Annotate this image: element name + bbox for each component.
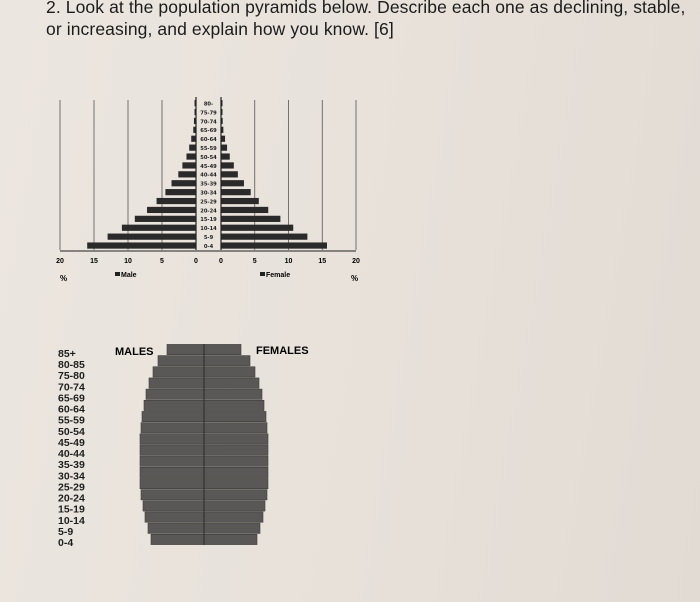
age-label-40-44: 40-44 (200, 172, 217, 179)
bar-female-20-24 (204, 490, 267, 500)
tick-right-5: 5 (252, 258, 257, 265)
pyramid-1-unit-left: % (60, 274, 68, 283)
bar-male-0-4 (151, 534, 204, 544)
age-label-25-29: 25-29 (200, 199, 217, 206)
bar-female-40-44 (221, 171, 238, 177)
bar-male-55-59 (142, 411, 204, 421)
tick-right-15: 15 (318, 258, 327, 265)
tick-left-5: 5 (160, 258, 164, 265)
age-label-10-14: 10-14 (58, 514, 85, 527)
age-label-10-14: 10-14 (200, 226, 217, 233)
bar-male-5-9 (108, 234, 196, 240)
bar-male-80-85 (158, 356, 204, 366)
age-label-45-49: 45-49 (58, 436, 85, 449)
legend-male-swatch (115, 272, 120, 276)
age-label-75-80: 75-80 (58, 370, 85, 383)
bar-male-75-80 (153, 367, 204, 377)
legend-male-label: Male (121, 272, 137, 279)
bar-female-40-44 (204, 445, 268, 455)
bar-female-30-34 (221, 189, 251, 195)
bar-female-10-14 (221, 225, 293, 231)
bar-female-25-29 (221, 198, 259, 204)
age-label-5-9: 5-9 (58, 525, 74, 538)
bar-male-45-49 (140, 434, 204, 444)
bar-female-75-80 (204, 367, 255, 377)
bar-female-0-4 (204, 534, 257, 544)
bar-male-20-24 (147, 207, 196, 213)
bar-female-20-24 (221, 207, 268, 213)
bar-female-65-69 (204, 389, 262, 399)
pyramid-2-age-labels (58, 348, 85, 549)
age-label-0-4: 0-4 (58, 537, 74, 549)
bar-male-15-19 (135, 216, 196, 222)
tick-right-20: 20 (352, 258, 360, 265)
bar-female-0-4 (221, 242, 327, 248)
age-label-50-54: 50-54 (200, 154, 217, 161)
bar-female-10-14 (204, 512, 263, 522)
age-label-20-24: 20-24 (58, 492, 85, 505)
bar-female-80-85 (204, 356, 250, 366)
age-label-25-29: 25-29 (58, 481, 85, 494)
bar-female-45-49 (221, 162, 234, 168)
question-text: 2. Look at the population pyramids below. Describe each one as declining, stable, or increasing, and explain how you know. [6] (46, 0, 686, 39)
bar-female-5-9 (221, 234, 307, 240)
bar-male-35-39 (172, 180, 196, 186)
bar-male-45-49 (182, 162, 196, 168)
bar-female-5-9 (204, 523, 260, 533)
age-label-55-59: 55-59 (58, 414, 85, 427)
age-label-85+: 85+ (58, 348, 76, 360)
bar-female-55-59 (221, 145, 227, 151)
age-label-35-39: 35-39 (200, 181, 217, 188)
age-label-80-85: 80-85 (58, 359, 85, 372)
pyramid-2-females-label: FEMALES (256, 345, 309, 357)
bar-female-85+ (204, 344, 241, 354)
bar-male-85+ (167, 344, 204, 354)
pyramid-2 (58, 344, 309, 549)
bar-male-50-54 (186, 153, 196, 159)
age-label-5-9: 5-9 (203, 234, 214, 241)
pyramid-2-bars (140, 344, 268, 545)
bar-female-55-59 (204, 411, 266, 421)
bar-male-40-44 (140, 445, 204, 455)
bar-female-45-49 (204, 434, 268, 444)
bar-female-70-74 (204, 378, 259, 388)
bar-female-35-39 (221, 180, 244, 186)
bar-female-15-19 (204, 501, 265, 511)
age-label-35-39: 35-39 (58, 459, 85, 472)
pyramid-1-age-labels (200, 101, 217, 249)
bar-female-25-29 (204, 478, 268, 488)
legend-female-label: Female (266, 272, 291, 279)
tick-left-20: 20 (56, 258, 64, 265)
age-label-15-19: 15-19 (58, 503, 85, 516)
bar-female-15-19 (221, 216, 280, 222)
bar-male-0-4 (87, 242, 196, 248)
bar-male-20-24 (141, 490, 204, 500)
age-label-70-74: 70-74 (200, 119, 217, 126)
pyramid-1 (56, 97, 360, 283)
tick-right-0: 0 (219, 258, 223, 265)
bar-male-10-14 (122, 225, 196, 231)
bar-male-60-64 (144, 400, 204, 410)
pyramid-1-tick-labels (56, 258, 360, 265)
bar-male-60-64 (191, 136, 196, 142)
bar-male-70-74 (149, 378, 204, 388)
pyramid-1-unit-right: % (351, 274, 359, 283)
age-label-65-69: 65-69 (200, 128, 217, 135)
bar-male-35-39 (140, 456, 204, 466)
legend-female-swatch (260, 272, 265, 276)
bar-male-65-69 (146, 389, 204, 399)
age-label-45-49: 45-49 (200, 163, 217, 170)
tick-left-0: 0 (194, 258, 198, 265)
bar-female-30-34 (204, 467, 268, 477)
age-label-55-59: 55-59 (200, 145, 217, 152)
age-label-60-64: 60-64 (200, 137, 217, 144)
bar-female-60-64 (221, 136, 225, 142)
bar-male-10-14 (145, 512, 204, 522)
bar-male-55-59 (189, 145, 196, 151)
bar-male-30-34 (140, 467, 204, 477)
age-label-75-79: 75-79 (200, 110, 217, 117)
tick-right-10: 10 (284, 258, 293, 265)
age-label-60-64: 60-64 (58, 403, 85, 416)
age-label-20-24: 20-24 (200, 208, 217, 215)
bar-female-60-64 (204, 400, 264, 410)
age-label-30-34: 30-34 (58, 470, 85, 483)
bar-female-50-54 (204, 423, 267, 433)
bar-male-25-29 (157, 198, 196, 204)
bar-female-35-39 (204, 456, 268, 466)
tick-left-15: 15 (90, 258, 98, 265)
bar-male-40-44 (178, 171, 196, 177)
pyramid-2-males-label: MALES (115, 346, 154, 358)
bar-male-50-54 (141, 423, 204, 433)
bar-male-25-29 (140, 478, 204, 488)
bar-male-5-9 (148, 523, 204, 533)
bar-female-50-54 (221, 153, 230, 159)
bar-male-15-19 (143, 501, 204, 511)
bar-male-30-34 (165, 189, 196, 195)
age-label-80-: 80- (203, 101, 214, 108)
age-label-0-4: 0-4 (203, 243, 214, 250)
age-label-40-44: 40-44 (58, 448, 85, 461)
age-label-50-54: 50-54 (58, 425, 85, 438)
tick-left-10: 10 (124, 258, 132, 265)
age-label-65-69: 65-69 (58, 392, 85, 405)
age-label-70-74: 70-74 (58, 381, 85, 394)
age-label-15-19: 15-19 (200, 217, 217, 224)
age-label-30-34: 30-34 (200, 190, 217, 197)
